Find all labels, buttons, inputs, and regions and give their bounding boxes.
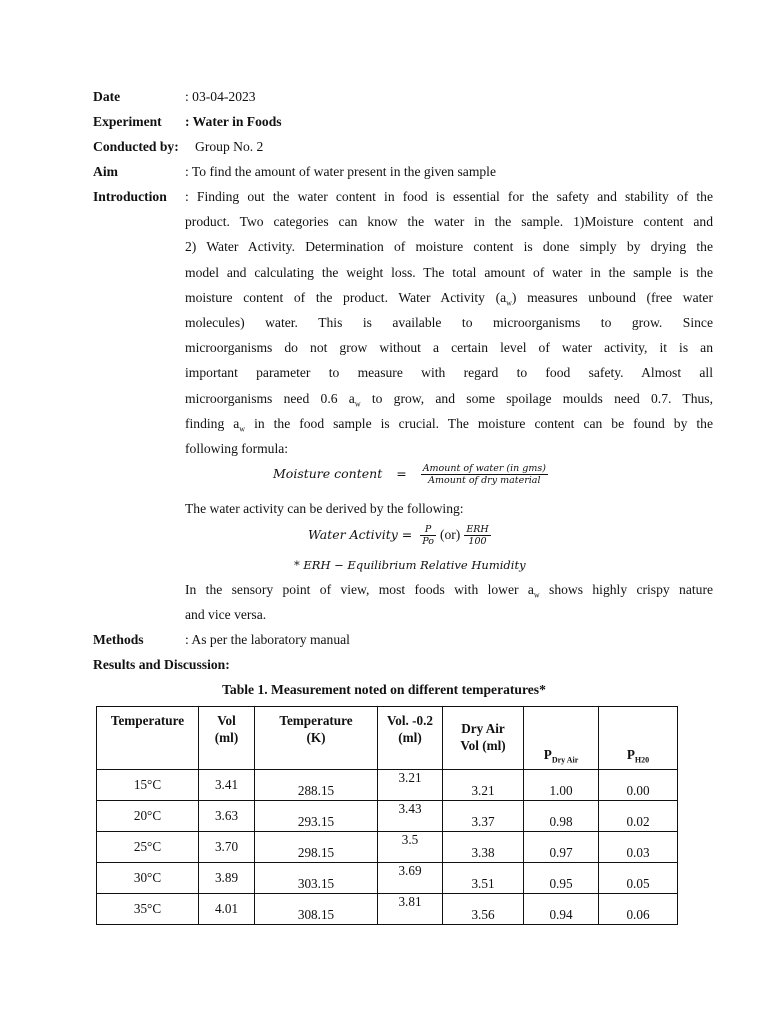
cell-p-h2o: 0.03 xyxy=(599,832,678,863)
intro-line: moisture content of the product. Water Activity $(a_w)$ measures unbound (free water xyxy=(185,289,713,308)
cell-temperature: 20°C xyxy=(97,801,199,832)
experiment-value: : Water in Foods xyxy=(185,114,282,129)
intro-line: important parameter to measure with regard to food safety. Almost all xyxy=(185,365,713,381)
intro-line: 2) Water Activity. Determination of moisture content is done simply by drying the xyxy=(185,239,713,255)
date-label: Date xyxy=(93,89,121,104)
header-vol: Vol (ml) xyxy=(199,707,255,770)
erh-footnote: * ERH − Equilibrium Relative Humidity xyxy=(294,558,526,572)
header-p-h2o: $P_{H20}$ xyxy=(599,707,678,770)
table-caption: Table 1. Measurement noted on different temperatures* xyxy=(222,682,546,697)
introduction-paragraph xyxy=(185,184,713,461)
cell-vol-minus: 3.21 xyxy=(378,770,443,801)
sensory-line: and vice versa. xyxy=(185,607,267,623)
formula-equals: = xyxy=(396,466,407,481)
header-temperature-k: Temperature (K) xyxy=(255,707,378,770)
table-header-row xyxy=(97,707,678,770)
formula-lhs: Water Activity = xyxy=(308,527,413,542)
cell-kelvin: 298.15 xyxy=(255,832,378,863)
cell-kelvin: 293.15 xyxy=(255,801,378,832)
cell-dry-air: 3.37 xyxy=(443,801,524,832)
intro-line: molecules) water. This is available to microorganisms to grow. Since xyxy=(185,314,713,330)
date-value: : 03-04-2023 xyxy=(185,89,256,104)
cell-temperature: 15°C xyxy=(97,770,199,801)
cell-dry-air: 3.38 xyxy=(443,832,524,863)
cell-p-dry: 0.97 xyxy=(524,832,599,863)
cell-kelvin: 303.15 xyxy=(255,863,378,894)
experiment-label: Experiment xyxy=(93,114,162,129)
cell-vol: 4.01 xyxy=(199,894,255,925)
cell-temperature: 25°C xyxy=(97,832,199,863)
intro-line: microorganisms do not grow without a certain level of water activity, it is an xyxy=(185,340,713,356)
table-row xyxy=(97,894,678,925)
cell-p-h2o: 0.05 xyxy=(599,863,678,894)
measurement-table xyxy=(96,706,678,925)
cell-dry-air: 3.56 xyxy=(443,894,524,925)
cell-temperature: 30°C xyxy=(97,863,199,894)
aim-label: Aim xyxy=(93,164,118,179)
methods-label: Methods xyxy=(93,632,144,647)
table-row xyxy=(97,863,678,894)
sensory-paragraph xyxy=(185,577,713,627)
cell-temperature: 35°C xyxy=(97,894,199,925)
cell-p-dry: 0.98 xyxy=(524,801,599,832)
table-row xyxy=(97,770,678,801)
cell-kelvin: 288.15 xyxy=(255,770,378,801)
header-p-dry-air: $P_{Dry Air}$ xyxy=(524,707,599,770)
cell-vol-minus: 3.5 xyxy=(378,832,443,863)
cell-p-dry: 0.95 xyxy=(524,863,599,894)
cell-vol: 3.63 xyxy=(199,801,255,832)
cell-vol-minus: 3.69 xyxy=(378,863,443,894)
cell-vol: 3.70 xyxy=(199,832,255,863)
cell-vol-minus: 3.81 xyxy=(378,894,443,925)
water-activity-formula xyxy=(308,524,491,547)
formula-lhs: Moisture content xyxy=(273,466,383,481)
formula-fraction: $\frac{\text{Amount of water (in gms)}}{\text{Amount of dry material}}$ xyxy=(422,463,546,486)
cell-vol: 3.41 xyxy=(199,770,255,801)
cell-vol-minus: 3.43 xyxy=(378,801,443,832)
table-row xyxy=(97,801,678,832)
cell-dry-air: 3.21 xyxy=(443,770,524,801)
intro-line: : Finding out the water content in food is essential for the safety and stability of the xyxy=(185,189,713,204)
cell-vol: 3.89 xyxy=(199,863,255,894)
header-dry-air-vol: Dry Air Vol (ml) xyxy=(443,707,524,770)
cell-p-dry: 1.00 xyxy=(524,770,599,801)
introduction-label: Introduction xyxy=(93,189,167,204)
cell-dry-air: 3.51 xyxy=(443,863,524,894)
intro-line: following formula: xyxy=(185,440,289,456)
conducted-label: Conducted by: xyxy=(93,139,179,154)
sensory-line: In the sensory point of view, most foods with lower $a_w$ shows highly crispy nature xyxy=(185,582,714,600)
intro-line: microorganisms need 0.6 $a_w$ to grow, and some spoilage moulds need 0.7. Thus, xyxy=(185,390,713,409)
table-row xyxy=(97,832,678,863)
cell-p-h2o: 0.02 xyxy=(599,801,678,832)
header-vol-minus: Vol. -0.2 (ml) xyxy=(378,707,443,770)
formula-fraction-erh: $\frac{\text{ERH}}{100}$ xyxy=(466,524,489,547)
conducted-value: Group No. 2 xyxy=(195,139,264,154)
cell-kelvin: 308.15 xyxy=(255,894,378,925)
intro-line: finding $a_w$ in the food sample is crucial. The moisture content can be found by the xyxy=(185,415,713,434)
intro-line: model and calculating the weight loss. The total amount of water in the sample is the xyxy=(185,264,713,280)
water-activity-intro: The water activity can be derived by the following: xyxy=(185,501,464,516)
methods-value: : As per the laboratory manual xyxy=(185,632,350,647)
cell-p-h2o: 0.00 xyxy=(599,770,678,801)
moisture-content-formula xyxy=(273,463,548,486)
formula-or: (or) xyxy=(439,527,461,542)
intro-line: product. Two categories can know the water in the sample. 1)Moisture content and xyxy=(185,214,713,230)
cell-p-dry: 0.94 xyxy=(524,894,599,925)
header-temperature: Temperature xyxy=(97,707,199,770)
cell-p-h2o: 0.06 xyxy=(599,894,678,925)
aim-value: : To find the amount of water present in the given sample xyxy=(185,164,496,179)
formula-fraction-p: $\frac{P}{Po}$ xyxy=(422,524,434,547)
results-heading: Results and Discussion: xyxy=(93,657,230,672)
